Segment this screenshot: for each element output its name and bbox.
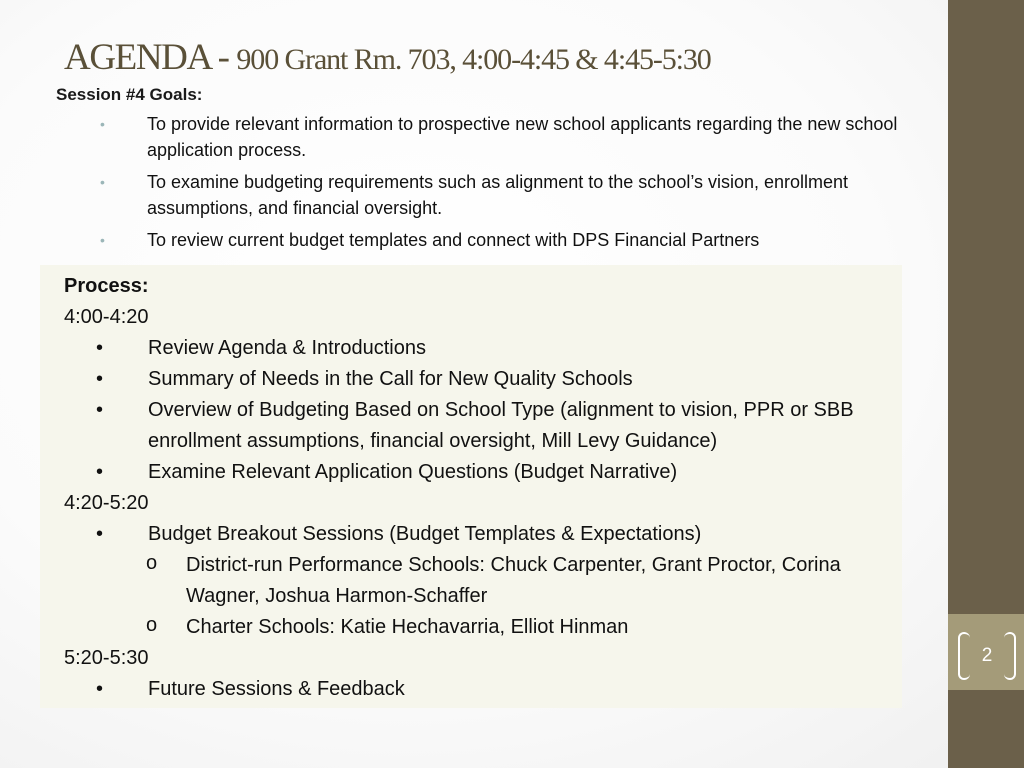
title-location-time: 900 Grant Rm. 703, 4:00-4:45 & 4:45-5:30	[236, 43, 711, 76]
goal-item	[56, 111, 941, 163]
process-subitem-text: Charter Schools: Katie Hechavarria, Elliot Hinman	[186, 616, 629, 638]
goal-text: To provide relevant information to prospective new school applicants regarding the new school application process.	[147, 114, 898, 160]
slide-title	[64, 36, 711, 79]
process-item-text: Examine Relevant Application Questions (Budget Narrative)	[148, 461, 678, 483]
process-content	[64, 271, 894, 705]
goal-text: To examine budgeting requirements such as alignment to the school’s vision, enrollment assumptions, and financial oversight.	[147, 172, 849, 218]
bullet-icon: •	[96, 461, 104, 483]
bullet-icon: •	[96, 523, 104, 545]
goal-item	[56, 169, 941, 221]
process-item	[64, 364, 894, 395]
bullet-icon: •	[96, 399, 104, 421]
process-item-text: Future Sessions & Feedback	[148, 678, 405, 700]
goal-item	[56, 227, 941, 253]
process-item	[64, 457, 894, 488]
bullet-icon: •	[100, 174, 105, 190]
process-subitem-text: District-run Performance Schools: Chuck Carpenter, Grant Proctor, Corina Wagner, Joshua Harmon-Schaffer	[186, 554, 841, 607]
bullet-icon: •	[96, 368, 104, 390]
goal-text: To review current budget templates and connect with DPS Financial Partners	[147, 230, 760, 250]
circle-bullet-icon: o	[146, 614, 158, 636]
goals-section	[56, 85, 941, 259]
goals-list	[56, 111, 941, 253]
process-item	[64, 333, 894, 364]
process-item	[64, 395, 894, 457]
time-label: 5:20-5:30	[64, 647, 149, 669]
process-subitem	[64, 550, 894, 612]
process-box	[40, 265, 902, 708]
bullet-icon: •	[96, 337, 104, 359]
goals-heading: Session #4 Goals:	[56, 85, 203, 104]
process-item-text: Overview of Budgeting Based on School Type (alignment to vision, PPR or SBB enrollment assumptions, financial oversight, Mill Levy Guidance)	[148, 399, 854, 452]
process-subitem	[64, 612, 894, 643]
process-item-text: Summary of Needs in the Call for New Quality Schools	[148, 368, 633, 390]
process-item-text: Budget Breakout Sessions (Budget Templates & Expectations)	[148, 523, 702, 545]
process-heading: Process:	[64, 275, 149, 297]
page-number-frame	[958, 632, 1016, 680]
circle-bullet-icon: o	[146, 552, 158, 574]
bullet-icon: •	[96, 678, 104, 700]
time-label: 4:00-4:20	[64, 306, 149, 328]
process-item	[64, 674, 894, 705]
time-label: 4:20-5:20	[64, 492, 149, 514]
bullet-icon: •	[100, 116, 105, 132]
process-item	[64, 519, 894, 550]
title-agenda: AGENDA -	[64, 37, 237, 78]
page-number: 2	[981, 645, 993, 666]
process-item-text: Review Agenda & Introductions	[148, 337, 426, 359]
bullet-icon: •	[100, 232, 105, 248]
